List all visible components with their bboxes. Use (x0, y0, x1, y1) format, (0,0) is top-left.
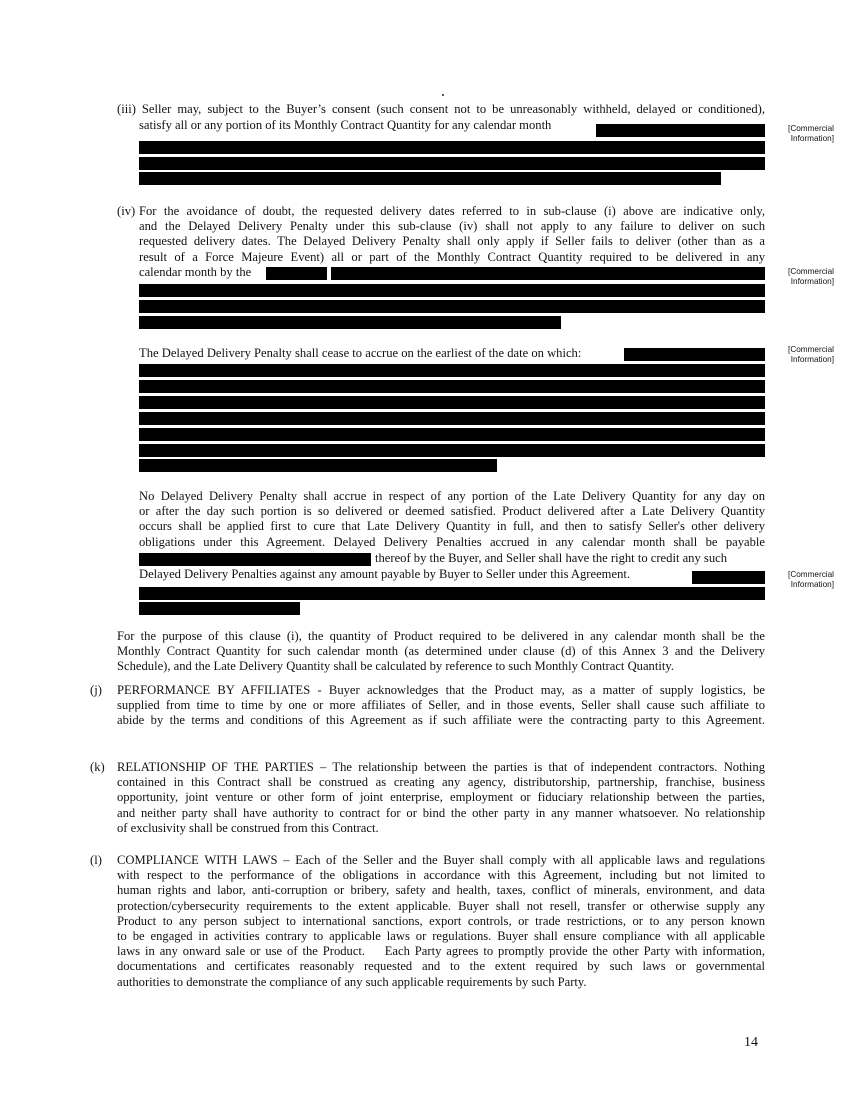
no-penalty-line: obligations under this Agreement. Delayed Delivery Penalties accrued in any calendar month shall be payable (139, 534, 765, 549)
clause-k-line: opportunity, joint venture or other form of joint enterprise, employment or fiduciary relationship between the parties, (117, 790, 765, 805)
redaction (139, 141, 765, 154)
clause-l-line: COMPLIANCE WITH LAWS – Each of the Seller and the Buyer shall comply with all applicable laws and regulations (117, 853, 765, 867)
clause-j-line: abide by the terms and conditions of this Agreement as if such affiliate were the contracting party to this Agreement. (117, 713, 765, 728)
no-penalty-line: thereof by the Buyer, and Seller shall have the right to credit any such (375, 551, 728, 565)
redaction (139, 459, 497, 472)
clause-j (117, 683, 765, 729)
clause-l-line: Product to any person subject to international sanctions, export controls, or trade restrictions, or to any person known (117, 913, 765, 928)
clause-l-line: protection/cybersecurity requirements to the extent applicable. Buyer shall not resell, transfer or otherwise supply any (117, 898, 765, 913)
no-penalty-line: or after the day such portion is so delivered or deemed satisfied. Product delivered after a Late Delivery Quantity (139, 504, 765, 519)
clause-k-line: and neither party shall have authority to contract for or bind the other party in any manner whatsoever. No relationship (117, 805, 765, 820)
no-penalty-paragraph (139, 489, 765, 550)
clause-iii-text-1: Seller may, subject to the Buyer’s consent (such consent not to be unreasonably withheld, delayed or conditioned), (141, 102, 765, 116)
clause-l-line: authorities to demonstrate the compliance of any such applicable requirements by such Party. (117, 974, 587, 989)
clause-iv-line: requested delivery dates. The Delayed Delivery Penalty shall only apply if Seller fails to deliver (other than as a (139, 234, 765, 249)
redaction (139, 157, 765, 170)
speck (442, 94, 444, 96)
clause-l-line: laws in any onward sale or use of the Product. Each Party agrees to promptly provide the other Party with information, (117, 944, 765, 959)
redaction (139, 316, 561, 329)
clause-j-marker: (j) (90, 683, 102, 697)
no-penalty-line: No Delayed Delivery Penalty shall accrue in respect of any portion of the Late Delivery Quantity for any day on (139, 489, 765, 503)
redaction (139, 380, 765, 393)
redaction (139, 172, 721, 185)
commercial-info-note: [Commercial Information] (788, 570, 834, 589)
clause-k-line: RELATIONSHIP OF THE PARTIES – The relationship between the parties is that of independent contractors. Nothing (117, 760, 765, 774)
redaction (692, 571, 765, 584)
clause-k-marker: (k) (90, 760, 105, 774)
redaction (139, 553, 371, 566)
clause-iii-text-2: satisfy all or any portion of its Monthly Contract Quantity for any calendar month (139, 118, 552, 132)
clause-j-line: PERFORMANCE BY AFFILIATES - Buyer acknowledges that the Product may, as a matter of supply logistics, be (117, 683, 765, 697)
redaction (624, 348, 765, 361)
clause-l-line: documentations and certificates reasonably requested and to the extent required by such laws or governmental (117, 959, 765, 974)
redaction (139, 444, 765, 457)
clause-iv-line: result of a Force Majeure Event) all or part of the Monthly Contract Quantity required to be delivered in any (139, 249, 765, 264)
purpose-line: For the purpose of this clause (i), the quantity of Product required to be delivered in any calendar month shall be the (117, 629, 765, 643)
clause-iii (117, 102, 765, 117)
no-penalty-line: occurs shall be applied first to cure that Late Delivery Quantity in full, and then to satisfy Seller's other delivery (139, 519, 765, 534)
purpose-line: Schedule), and the Late Delivery Quantity shall be calculated by reference to such Monthly Contract Quantity. (117, 659, 674, 674)
redaction (139, 587, 765, 600)
no-penalty-line: Delayed Delivery Penalties against any amount payable by Buyer to Seller under this Agreement. (139, 567, 631, 581)
clause-j-line: supplied from time to time by one or more affiliates of Seller, and in those events, Seller shall cause such affiliate to (117, 698, 765, 713)
clause-k-line: of exclusivity shall be construed from this Contract. (117, 820, 379, 835)
clause-iv-line: and the Delayed Delivery Penalty under this sub-clause (iv) shall not apply to any failure to deliver on such (139, 219, 765, 234)
page-number: 14 (744, 1035, 758, 1050)
redaction (331, 267, 765, 280)
clause-iv-line: For the avoidance of doubt, the requested delivery dates referred to in sub-clause (i) above are indicative only, (139, 204, 765, 218)
clause-l-line: to be engaged in activities contrary to applicable laws or regulations. Buyer shall ensure compliance with all applicable (117, 929, 765, 944)
redaction (139, 428, 765, 441)
redaction (139, 284, 765, 297)
clause-iv-marker: (iv) (117, 204, 136, 218)
clause-iii-marker: (iii) (117, 102, 136, 116)
redaction (139, 300, 765, 313)
redaction (139, 396, 765, 409)
purpose-paragraph (117, 629, 765, 675)
purpose-line: Monthly Contract Quantity for such calendar month (as determined under clause (d) of this Annex 3 and the Delivery (117, 644, 765, 659)
redaction (139, 602, 300, 615)
clause-iv-line-last: calendar month by the (139, 264, 252, 279)
clause-l-line: with respect to the performance of the obligations in accordance with this Agreement, including but not limited to (117, 868, 765, 883)
redaction (266, 267, 327, 280)
clause-k-line: contained in this Contract shall be construed as creating any agency, distributorship, partnership, franchise, business (117, 775, 765, 790)
commercial-info-note: [Commercial Information] (788, 267, 834, 286)
clause-k (117, 760, 765, 836)
clause-l-marker: (l) (90, 853, 102, 867)
redaction (596, 124, 765, 137)
commercial-info-note: [Commercial Information] (788, 124, 834, 143)
clause-l (117, 853, 765, 990)
redaction (139, 364, 765, 377)
clause-l-line: human rights and labor, anti-corruption or bribery, safety and health, taxes, conflict of minerals, environment, and data (117, 883, 765, 898)
redaction (139, 412, 765, 425)
cease-paragraph: The Delayed Delivery Penalty shall cease to accrue on the earliest of the date on which: (139, 346, 582, 360)
commercial-info-note: [Commercial Information] (788, 345, 834, 364)
